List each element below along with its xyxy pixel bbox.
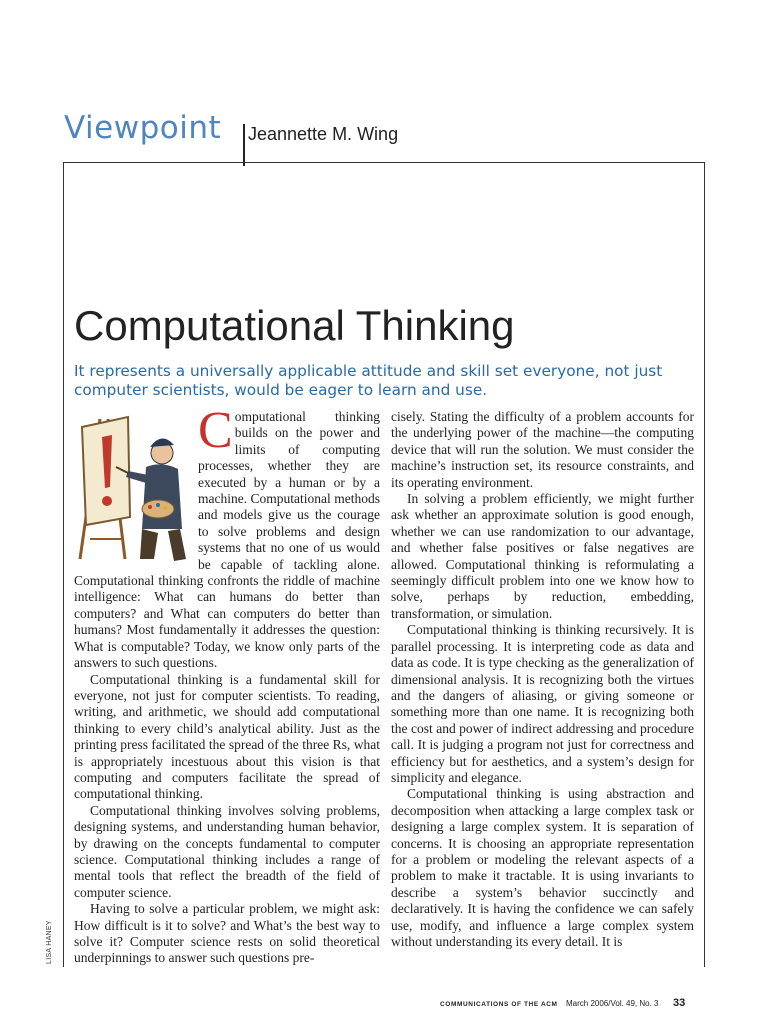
paragraph: Computational thinking involves solving problems, designing systems, and understanding human behavior, by drawing on the concepts fundamental to computer science. Computational thinking includes a range of mental tools that reflect the breadth of the field of computer science. (74, 802, 380, 900)
paragraph: cisely. Stating the difficulty of a problem accounts for the underlying power of the machine—the computing device that will run the solution. We must consider the machine’s instruction set, its resource constraints, and its operating environment. (391, 409, 694, 490)
frame-top-rule (63, 162, 705, 163)
issue-info: March 2006/Vol. 49, No. 3 (566, 999, 659, 1008)
paragraph: Computational thinking is a fundamental skill for everyone, not just for computer scientists. To reading, writing, and arithmetic, we should add computational thinking to every child’s analytical ability. Just as the printing press facilitated the spread of the three Rs, what is appropriately incestuous about this vision is that computing and computers facilitate the spread of computational thinking. (74, 671, 380, 802)
paragraph: Having to solve a particular problem, we might ask: How difficult is it to solve? and What’s the best way to solve it? Computer science rests on solid theoretical underpinnings to answer such questions pre- (74, 901, 380, 966)
article-deck: It represents a universally applicable attitude and skill set everyone, not just computer scientists, would be eager to learn and use. (74, 362, 663, 399)
drop-cap: C (198, 402, 233, 459)
article-title: Computational Thinking (74, 302, 515, 349)
paragraph: Computational thinking is thinking recursively. It is parallel processing. It is interpreting code as data and data as code. It is type checking as the generalization of dimensional analysis. It is recognizing both the virtues and the dangers of aliasing, or giving someone or something more than one name. It is recognizing both the cost and power of indirect addressing and procedure call. It is judging a program not just for correctness and efficiency but for aesthetics, and a system’s design for simplicity and elegance. (391, 622, 694, 785)
page-footer (440, 993, 700, 1007)
paragraph: In solving a problem efficiently, we might further ask whether an approximate solution is good enough, whether we can use randomization to our advantage, and whether false positives or false negatives are allowed. Computational thinking is reformulating a seemingly difficult problem into one we know how to solve, perhaps by reduction, embedding, transformation, or simulation. (391, 491, 694, 621)
frame-right-rule (704, 162, 705, 967)
column-right (391, 409, 694, 950)
paragraph: Computational thinking is using abstraction and decomposition when attacking a large complex task or designing a large complex system. It is separation of concerns. It is choosing an appropriate representation for a problem or modeling the relevant aspects of a problem to make it tractable. It is using invariants to describe a system’s behavior succinctly and declaratively. It is having the confidence we can safely use, modify, and influence a large complex system without understanding its every detail. It is (391, 786, 694, 949)
illustration-credit: LISA HANEY (46, 920, 53, 964)
article-header (64, 108, 704, 158)
author-name: Jeannette M. Wing (248, 124, 399, 144)
paragraph: omputational thinking builds on the power and limits of computing processes, whether they are executed by a human or by a machine. Computational methods and models give us the courage to solve problems and design systems that no one of us would be capable of tackling alone. Computational thinking confronts the riddle of machine intelligence: What can humans do better than computers? and What can computers do better than humans? Most fundamentally it addresses the question: What is computable? Today, we know only parts of the answers to such questions. (74, 409, 380, 671)
page-number: 33 (672, 997, 686, 1009)
column-left (74, 402, 380, 967)
painter-illustration (70, 409, 190, 569)
header-divider (243, 124, 245, 166)
section-label: Viewpoint (64, 110, 222, 146)
journal-name: COMMUNICATIONS OF THE ACM (440, 1001, 558, 1008)
frame-left-rule (63, 162, 64, 967)
